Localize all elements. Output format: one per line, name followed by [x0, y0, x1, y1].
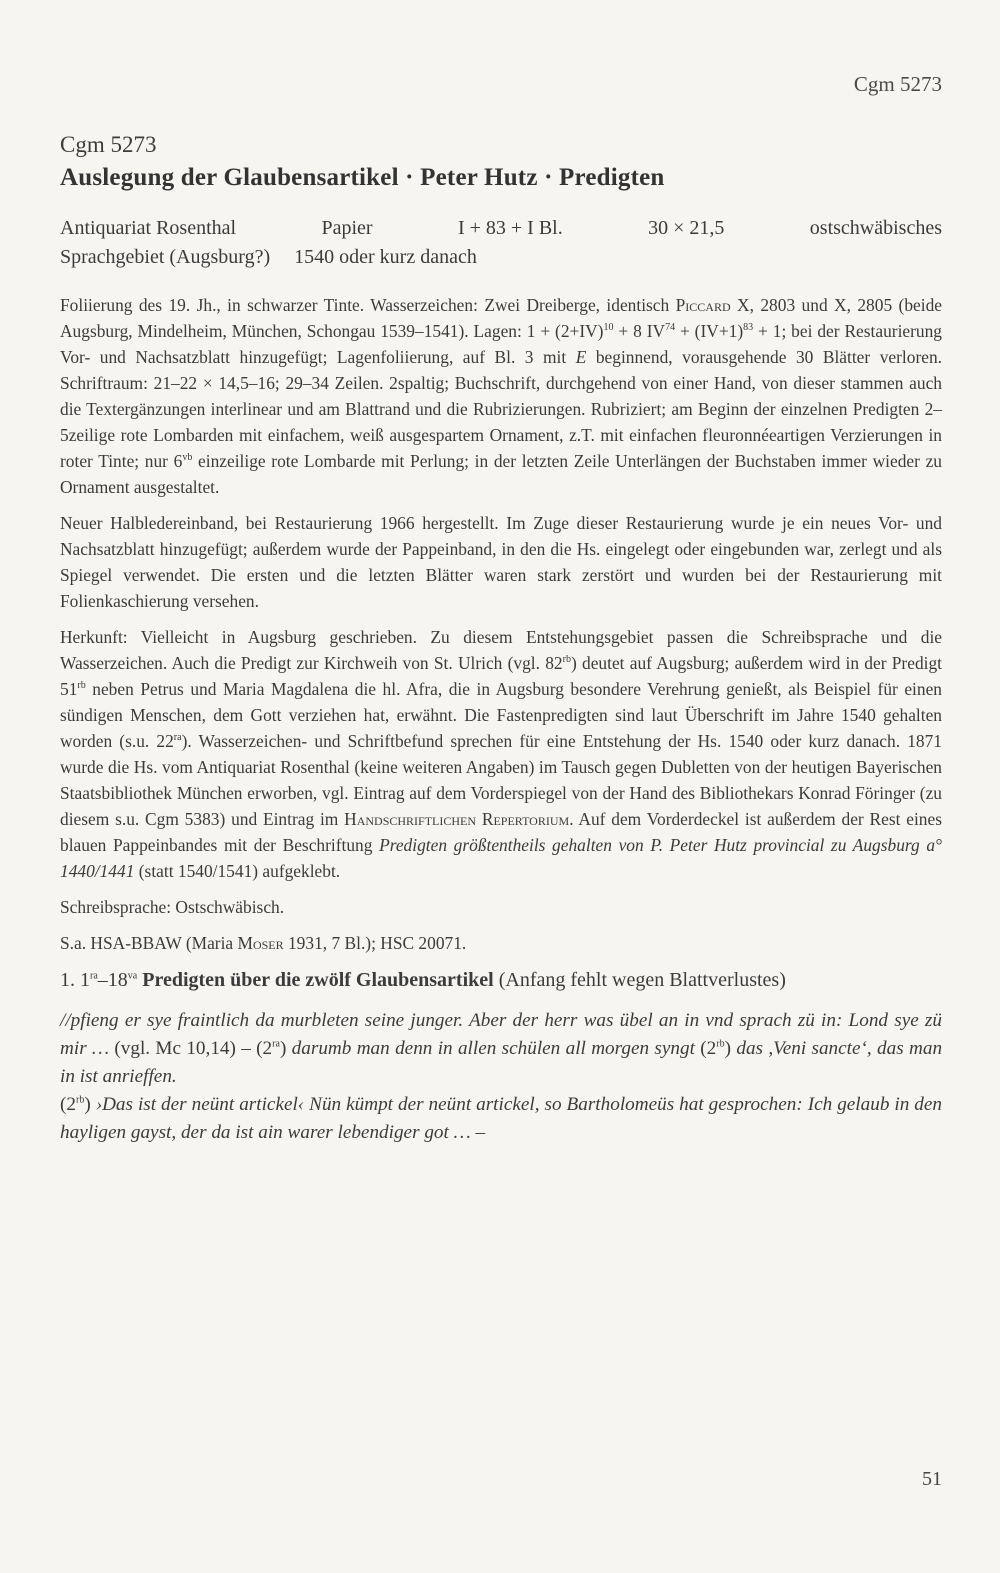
shelfmark: Cgm 5273: [60, 132, 157, 157]
leaves: I + 83 + I Bl.: [457, 217, 563, 239]
running-head: Cgm 5273: [853, 72, 942, 96]
provenance-paragraph: Herkunft: Vielleicht in Augsburg geschrieben. Zu diesem Entstehungsgebiet passen die Schreibsprache und die Wasserzeichen. Auch die Predigt zur Kirchweih von St. Ulrich (vgl. $82^{rb}$) deutet auf Augsburg; außerdem wird in der Predigt $51^{rb}$ neben Petrus und Maria Magdalena die hl. Afra, die in Augsburg besondere Verehrung genießt, als Beispiel für einen sündigen Menschen, dem Gott verziehen hat, erwähnt. Die Fastenpredigten sind laut Überschrift im Jahre 1540 gehalten worden (s.u. $22^{ra}$). Wasserzeichen- und Schriftbefund sprechen für eine Entstehung der Hs. 1540 oder kurz danach. 1871 wurde die Hs. vom Antiquariat Rosenthal (keine weiteren Angaben) im Tausch gegen Dubletten von der heutigen Bayerischen Staatsbibliothek München erworben, vgl. Eintrag auf dem Vorderspiegel von der Hand des Bibliothekars Konrad Föringer (zu diesem s.u. Cgm 5383) und Eintrag im Handschriftlichen Repertorium. Auf dem Vorderdeckel ist außerdem der Rest eines blauen Pappeinbandes mit der Beschriftung Predigten größtentheils gehalten von P. Peter Hutz provincial zu Augsburg a° 1440/1441 (statt 1540/1541) aufgeklebt.: [60, 627, 942, 881]
entry-title: Auslegung der Glaubensartikel · Peter Hutz · Predigten: [60, 164, 665, 191]
references-paragraph: S.a. HSA-BBAW (Maria Moser 1931, 7 Bl.); HSC 20071.: [60, 933, 467, 953]
codicology-paragraph: Foliierung des 19. Jh., in schwarzer Tinte. Wasserzeichen: Zwei Dreiberge, identisch Piccard X, 2803 und X, 2805 (beide Augsburg, Mindelheim, München, Schongau 1539–1541). Lagen: $1 + (2+IV)^{10} + 8$ $IV^{74} + (IV+1)^{83} + 1$; bei der Restaurierung Vor- und Nachsatzblatt hinzugefügt; Lagenfoliierung, auf Bl. 3 mit E beginnend, vorausgehende 30 Blätter verloren. Schriftraum: 21–22 × 14,5–16; 29–34 Zeilen. 2spaltig; Buchschrift, durchgehend von einer Hand, von dieser stammen auch die Textergänzungen interlinear und am Blattrand und die Rubrizierungen. Rubriziert; am Beginn der einzelnen Predigten 2–5zeilige rote Lombarden mit einfachem, weiß ausgespartem Ornament, z.T. mit einfachen fleuronnéeartigen Verzierungen in roter Tinte; nur $6^{vb}$ einzeilige rote Lombarde mit Perlung; in der letzten Zeile Unterlängen der Buchstaben immer wieder zu Ornament ausgestaltet.: [60, 295, 942, 497]
language-paragraph: Schreibsprache: Ostschwäbisch.: [60, 897, 285, 917]
material: Papier: [321, 217, 373, 239]
dialect: ostschwäbisches: [809, 217, 942, 239]
item-heading: 1. $1^{ra}-18^{va}$ Predigten über die zwölf Glaubensartikel (Anfang fehlt wegen Blattverlustes): [60, 969, 786, 991]
date: 1540 oder kurz danach: [294, 246, 477, 268]
meta-line: [60, 214, 942, 243]
item-text: //pfieng er sye fraintlich da murbleten seine junger. Aber der herr was übel an in vnd sprach zü in: Lond sye zü mir … (vgl. Mc $10,14) - (2^{ra})$ darumb man denn in allen schülen all morgen syngt $(2^{rb})$ das ,Veni sancte‘, das man in ist anrieffen. $(2^{rb})$ ›Das ist der neünt artickel‹ Nün kümpt der neünt artickel, so Bartholomeüs hat gesprochen: Ich gelaub in den hayligen gayst, der da ist ain warer lebendiger got … –: [60, 1010, 943, 1143]
catalog-entry: [60, 132, 942, 1147]
format: 30 × 21,5: [648, 217, 725, 239]
provenance: Antiquariat Rosenthal: [60, 217, 237, 239]
meta-line-2: [60, 243, 942, 272]
page-number: 51: [922, 1468, 942, 1490]
dialect-region: Sprachgebiet (Augsburg?): [60, 246, 271, 268]
binding-paragraph: Neuer Halbledereinband, bei Restaurierung 1966 hergestellt. Im Zuge dieser Restaurierung wurde je ein neues Vor- und Nachsatzblatt hinzugefügt; außerdem wurde der Pappeinband, in den die Hs. eingelegt oder eingebunden war, zerlegt und als Spiegel verwendet. Die ersten und die letzten Blätter waren stark zerstört und wurden bei der Restaurierung mit Folienkaschierung versehen.: [60, 513, 942, 611]
